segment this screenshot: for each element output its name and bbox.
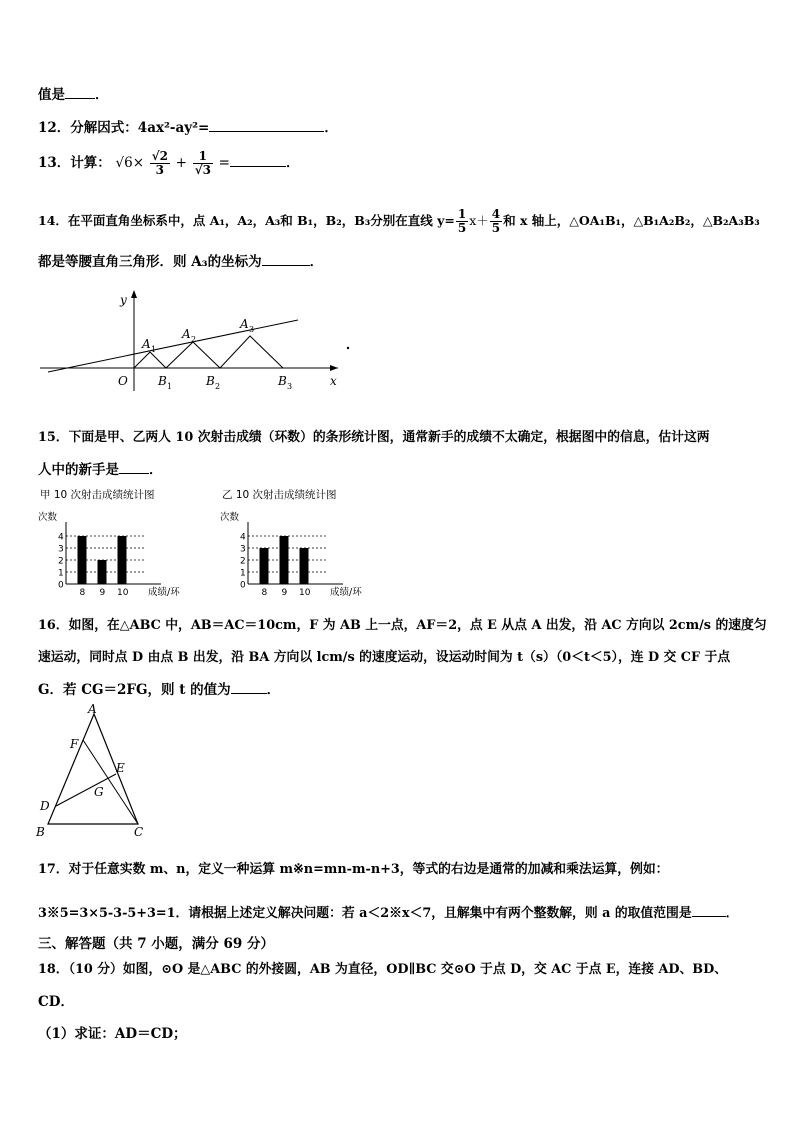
label-f: F [70, 737, 79, 751]
fraction: $\frac{√2}{3}$ [151, 149, 168, 177]
x-axis-label: 成绩/环 [330, 587, 362, 598]
question-18-line-1: 18．（10 分）如图，⊙O 是△ABC 的外接圆，AB 为直径，OD∥BC 交⊙O 于点 D，交 AC 于点 E，连接 AD、BD、 [38, 962, 727, 977]
bar-10 [118, 536, 127, 584]
question-15-line-2: 人中的新手是 ． [38, 462, 163, 478]
triangle-figure [34, 700, 154, 838]
y-tick-label: 0 [240, 580, 246, 591]
subscript: 2 [191, 335, 197, 344]
question-13: 13．计算： √6× $\frac{√2}{3}$ + $\frac{1}{√3}$ = ． [38, 149, 300, 177]
bar-9 [280, 536, 289, 584]
question-18-line-2: CD． [38, 994, 74, 1010]
x-tick-label: 9 [99, 588, 106, 598]
x-axis-label: x [330, 374, 337, 388]
label-a: A [88, 702, 97, 716]
subscript: 1 [167, 382, 173, 391]
question-18-sub-1: （1）求证：AD＝CD； [38, 1026, 187, 1042]
y-tick-label: 4 [58, 532, 64, 543]
label-b: B [36, 825, 45, 838]
answer-blank [119, 461, 149, 474]
subscript: 1 [151, 345, 157, 354]
question-16-line-2: 速运动，同时点 D 由点 B 出发，沿 BA 方向以 lcm/s 的速度运动，设运动时间为 t（s）（0＜t＜5），连 D 交 CF 于点 [38, 650, 731, 665]
x-tick-label: 8 [79, 588, 86, 598]
fraction: $\frac{1}{5}$ [457, 207, 467, 235]
chart-title: 乙 10 次射击成绩统计图 [222, 489, 337, 501]
y-tick-label: 2 [58, 556, 64, 567]
point-b2-label: B [206, 374, 215, 388]
y-axis-label: y [120, 293, 127, 307]
point-a3-label: A [240, 317, 249, 331]
answer-blank [65, 86, 95, 99]
answer-blank [692, 904, 726, 917]
question-17-line-2: 3※5=3×5-3-5+3=1．请根据上述定义解决问题：若 a＜2※x＜7，且解集中有两个整数解，则 a 的取值范围是 ． [38, 906, 739, 921]
answer-blank [209, 119, 324, 132]
point-a2-label: A [182, 327, 191, 341]
x-tick-label: 10 [117, 588, 129, 598]
y-tick-label: 0 [58, 580, 64, 591]
bar-chart-jia [36, 487, 196, 599]
answer-blank [230, 154, 286, 167]
y-tick-label: 1 [240, 568, 246, 579]
bar-8 [260, 548, 269, 584]
question-12: 12．分解因式：4ax²-ay²= ． [38, 120, 338, 136]
label-e: E [116, 761, 125, 775]
coordinate-figure [38, 286, 358, 394]
fraction: $\frac{1}{√3}$ [194, 149, 211, 177]
chart-title: 甲 10 次射击成绩统计图 [40, 489, 155, 501]
y-tick-label: 3 [240, 544, 246, 555]
question-14-line-2: 都是等腰直角三角形．则 A₃的坐标为 ． [38, 254, 324, 270]
y-tick-label: 1 [58, 568, 64, 579]
question-14-line-1: 14．在平面直角坐标系中，点 A₁，A₂，A₃和 B₁，B₂，B₃分别在直线 y= $\frac{1}{5}$ x＋ $\frac{4}{5}$ 和 x 轴上，△OA₁B₁，△B₁A₂B₂，△B₂A₃B₃ [38, 207, 760, 235]
y-tick-label: 3 [58, 544, 64, 555]
y-tick-label: 4 [240, 532, 246, 543]
question-15-line-1: 15．下面是甲、乙两人 10 次射击成绩（环数）的条形统计图，通常新手的成绩不太确定，根据图中的信息，估计这两 [38, 430, 710, 445]
subscript: 3 [287, 382, 293, 391]
question-16-line-3: G．若 CG＝2FG，则 t 的值为 ． [38, 682, 281, 698]
bar-8 [78, 536, 87, 584]
fraction: $\frac{4}{5}$ [491, 207, 501, 235]
label-d: D [40, 799, 50, 813]
bar-9 [98, 560, 107, 584]
point-a1-label: A [142, 337, 151, 351]
y-tick-label: 2 [240, 556, 246, 567]
question-17-line-1: 17．对于任意实数 m、n，定义一种运算 m※n=mn-m-n+3，等式的右边是通常的加减和乘法运算，例如： [38, 862, 669, 877]
label-c: C [134, 825, 144, 838]
label-g: G [94, 785, 104, 799]
subscript: 2 [215, 382, 221, 391]
section-heading: 三、解答题（共 7 小题，满分 69 分） [38, 936, 274, 952]
point-b1-label: B [158, 374, 167, 388]
origin-label: O [118, 374, 128, 388]
x-tick-label: 8 [261, 588, 268, 598]
bar-chart-yi [218, 487, 378, 599]
y-axis-label: 次数 [38, 512, 58, 523]
bar-10 [300, 548, 309, 584]
y-axis-label: 次数 [220, 512, 240, 523]
point-b3-label: B [278, 374, 287, 388]
question-16-line-1: 16．如图，在△ABC 中，AB＝AC＝10cm，F 为 AB 上一点，AF＝2，点 E 从点 A 出发，沿 AC 方向以 2cm/s 的速度匀 [38, 618, 767, 633]
x-tick-label: 10 [299, 588, 311, 598]
subscript: 3 [249, 325, 255, 334]
x-tick-label: 9 [281, 588, 288, 598]
x-axis-label: 成绩/环 [148, 587, 180, 598]
answer-blank [231, 681, 267, 694]
answer-blank [262, 253, 310, 266]
q11-tail: 值是 ． [38, 87, 109, 103]
